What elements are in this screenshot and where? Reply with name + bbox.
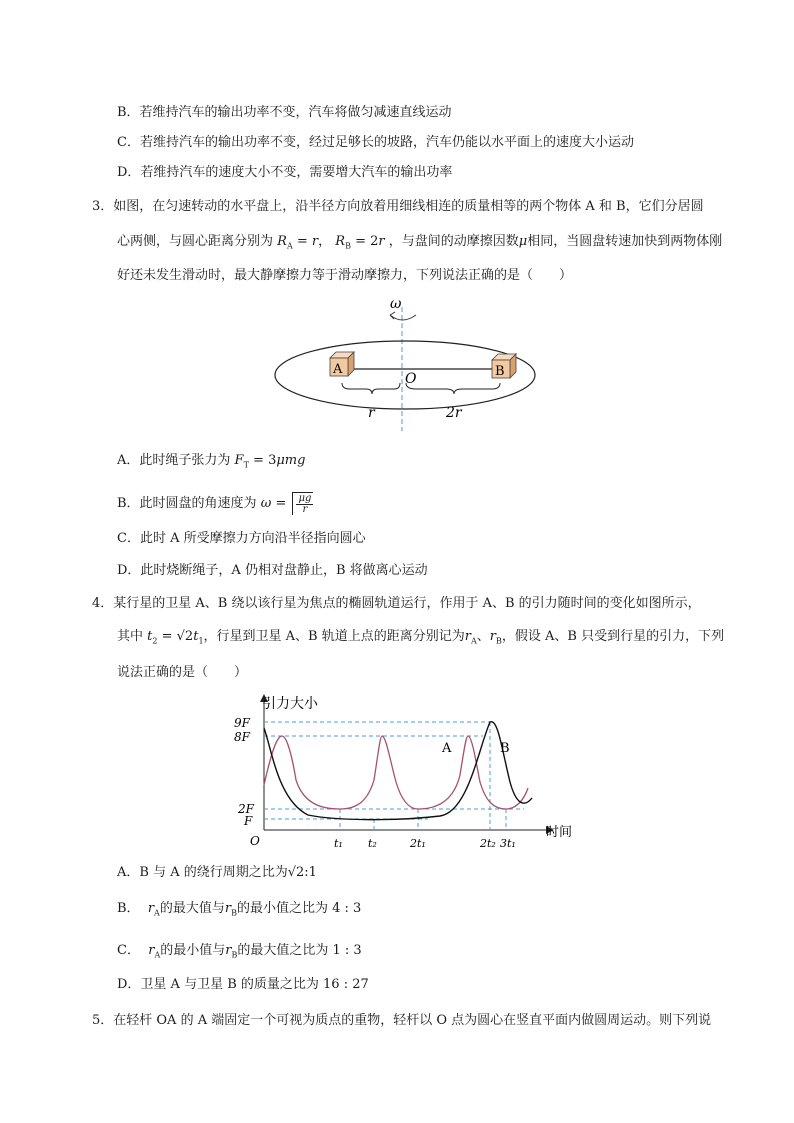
rotation-arrow: [390, 315, 416, 320]
q3-option-c: C．此时 A 所受摩擦力方向沿半径指向圆心: [117, 531, 366, 546]
series-a-curve: [264, 736, 528, 809]
series-b-label: B: [500, 741, 510, 756]
brace-r: [342, 383, 400, 394]
block-b-label: B: [495, 364, 505, 379]
q4-stem-text-b: ，行星到卫星 A、B 轨道上点的距离分别记为: [203, 629, 465, 644]
q5-stem-line1: 5．在轻杆 OA 的 A 端固定一个可视为质点的重物，轻杆以 O 点为圆心在竖直平面内做圆周运动。则下列说: [92, 1013, 712, 1028]
q3-option-b: B．此时圆盘的角速度为 $\omega = \frac{\mu g}{r}$: [117, 493, 312, 515]
q4-stem-line3: 说法正确的是（ ）: [117, 665, 248, 680]
q3-stem-text-a: 心两侧，与圆心距离分别为: [117, 234, 274, 249]
xtick-t1: t₁: [334, 837, 343, 850]
q4-option-c-prefix: C．: [117, 943, 140, 958]
distance-r-label: r: [368, 405, 375, 421]
q4-option-a: A．B 与 A 的绕行周期之比为√2:1: [117, 865, 317, 880]
q4-option-c-mid: 的最小值与: [160, 943, 226, 958]
brace-2r: [406, 383, 500, 394]
x-axis-label: 时间: [546, 825, 573, 840]
q3-option-d: D．此时烧断绳子，A 仍相对盘静止，B 将做离心运动: [117, 563, 428, 578]
y-axis-label: 引力大小: [262, 696, 318, 712]
ytick-2F: 2F: [238, 802, 254, 816]
q4-option-a-text: A．B 与 A 的绕行周期之比为: [117, 865, 288, 880]
q4-option-b-post: 的最小值之比为 4 : 3: [236, 901, 362, 916]
q4-option-b-mid: 的最大值与: [159, 901, 225, 916]
block-a: [330, 352, 354, 377]
q4-stem-line2: 其中 $t_2 = √2t_1$，行星到卫星 A、B 轨道上点的距离分别记为$r_A$、$r_B$，假设 A、B 只受到行星的引力，下列: [117, 629, 725, 646]
q3-disc-figure: [270, 295, 540, 435]
q4-option-b-prefix: B．: [117, 901, 140, 916]
q2-option-d: D．若维持汽车的速度大小不变，需要增大汽车的输出功率: [117, 165, 453, 180]
q3-option-a-text: A．此时绳子张力为: [117, 453, 231, 468]
ytick-8F: 8F: [234, 730, 250, 744]
q4-option-c-post: 的最大值之比为 1 : 3: [237, 943, 362, 958]
q3-option-a: A．此时绳子张力为 $F_T = 3\mu mg$: [117, 453, 306, 470]
q3-stem-text-c: 相同，当圆盘转速加快到两物体刚: [527, 234, 723, 249]
block-a-label: A: [333, 362, 343, 377]
q4-option-b: B． $r_A$的最大值与$r_B$的最小值之比为 4 : 3: [117, 901, 362, 918]
q3-stem-text-b: ，与盘间的动摩擦因数: [388, 234, 519, 249]
omega-label: ω: [390, 296, 402, 312]
q4-stem-text-c: ，假设 A、B 只受到行星的引力，下列: [501, 629, 725, 644]
ytick-9F: 9F: [234, 716, 250, 730]
q3-stem-line3: 好还未发生滑动时，最大静摩擦力等于滑动摩擦力，下列说法正确的是（ ）: [117, 268, 573, 283]
ytick-F: F: [244, 814, 253, 828]
xtick-O: O: [250, 834, 260, 848]
xtick-3t1: 3t₁: [500, 837, 516, 850]
q3-stem-line1: 3．如图，在匀速转动的水平盘上，沿半径方向放着用细线相连的质量相等的两个物体 A 和 B，它们分居圆: [92, 199, 704, 214]
q4-stem-line1: 4．某行星的卫星 A、B 绕以该行星为焦点的椭圆轨道运行，作用于 A、B 的引力随时间的变化如图所示，: [92, 596, 701, 611]
q4-option-d: D．卫星 A 与卫星 B 的质量之比为 16 : 27: [117, 977, 369, 992]
q3-option-b-text: B．此时圆盘的角速度为: [117, 496, 257, 511]
q3-stem-line2: 心两侧，与圆心距离分别为 $R_A = r$， $R_B = 2r$ ，与盘间的动摩擦因数μ相同，当圆盘转速加快到两物体刚: [117, 234, 723, 251]
q4-option-a-value: :1: [304, 865, 317, 880]
q4-option-c: C． $r_A$的最小值与$r_B$的最大值之比为 1 : 3: [117, 943, 362, 960]
xtick-2t2: 2t₂: [480, 837, 496, 850]
series-a-label: A: [442, 741, 452, 756]
q3-option-a-formula: F: [234, 453, 244, 468]
block-b: [492, 354, 516, 379]
q2-option-c: C．若维持汽车的输出功率不变，经过足够长的坡路，汽车仍能以水平面上的速度大小运动: [117, 135, 634, 150]
xtick-t2: t₂: [368, 837, 377, 850]
xtick-2t1: 2t₁: [410, 837, 426, 850]
q4-force-chart: [228, 690, 588, 855]
q2-option-b: B．若维持汽车的输出功率不变，汽车将做匀减速直线运动: [117, 105, 452, 120]
q4-stem-text-a: 其中: [117, 629, 144, 644]
center-label: O: [405, 371, 417, 387]
distance-2r-label: 2r: [446, 405, 462, 421]
